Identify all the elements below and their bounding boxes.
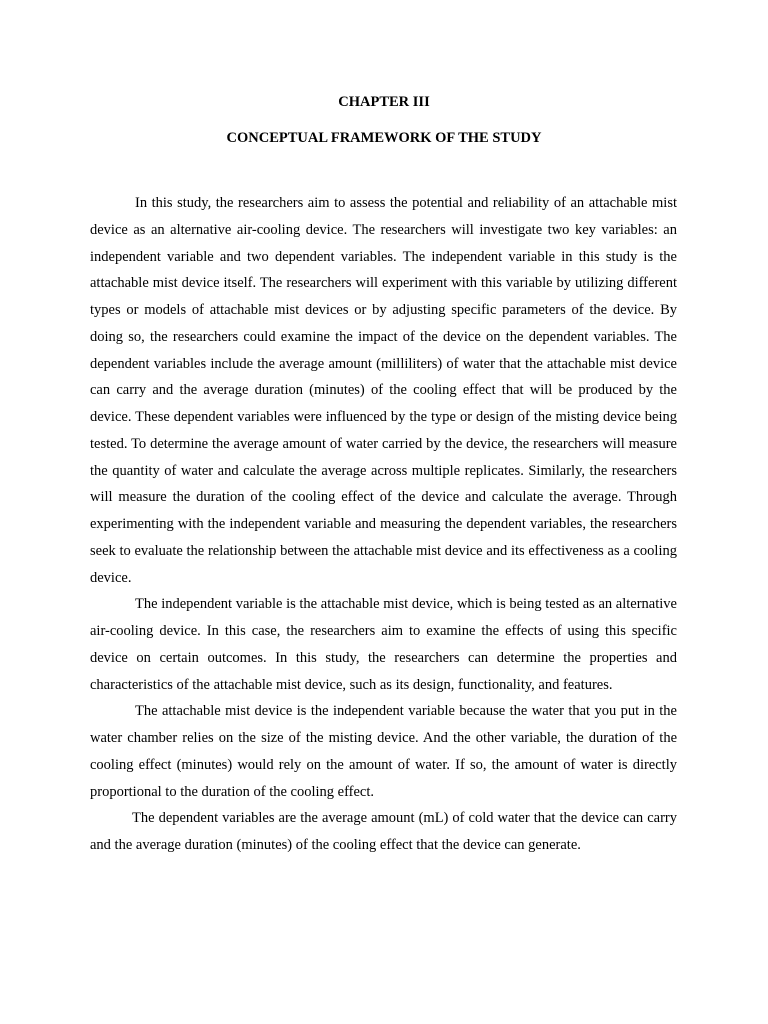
- chapter-title: CONCEPTUAL FRAMEWORK OF THE STUDY: [226, 130, 542, 146]
- paragraph-4: The dependent variables are the average amount (mL) of cold water that the device can carry and the average duration (minutes) of the cooling effect that the device can generate.: [90, 810, 677, 853]
- paragraph-2: The independent variable is the attachable mist device, which is being tested as an alternative air-cooling device. In this case, the researchers aim to examine the effects of using this specific device on certain outcomes. In this study, the researchers can determine the properties and characteristics of the attachable mist device, such as its design, functionality, and features.: [90, 596, 677, 693]
- body-text: [90, 190, 677, 859]
- paragraph-1: In this study, the researchers aim to assess the potential and reliability of an attachable mist device as an alternative air-cooling device. The researchers will investigate two key variables: an independent variable and two dependent variables. The independent variable in this study is the attachable mist device itself. The researchers will experiment with this variable by utilizing different types or models of attachable mist devices or by adjusting specific parameters of the device. By doing so, the researchers could examine the impact of the device on the dependent variables. The dependent variables include the average amount (milliliters) of water that the attachable mist device can carry and the average duration (minutes) of the cooling effect that will be produced by the device. These dependent variables were influenced by the type or design of the misting device being tested. To determine the average amount of water carried by the device, the researchers will measure the quantity of water and calculate the average across multiple replicates. Similarly, the researchers will measure the duration of the cooling effect of the device and calculate the average. Through experimenting with the independent variable and measuring the dependent variables, the researchers seek to evaluate the relationship between the attachable mist device and its effectiveness as a cooling device.: [90, 195, 677, 586]
- paragraph-3: The attachable mist device is the independent variable because the water that you put in the water chamber relies on the size of the misting device. And the other variable, the duration of the cooling effect (minutes) would rely on the amount of water. If so, the amount of water is directly proportional to the duration of the cooling effect.: [90, 703, 677, 800]
- chapter-label: CHAPTER III: [338, 94, 430, 110]
